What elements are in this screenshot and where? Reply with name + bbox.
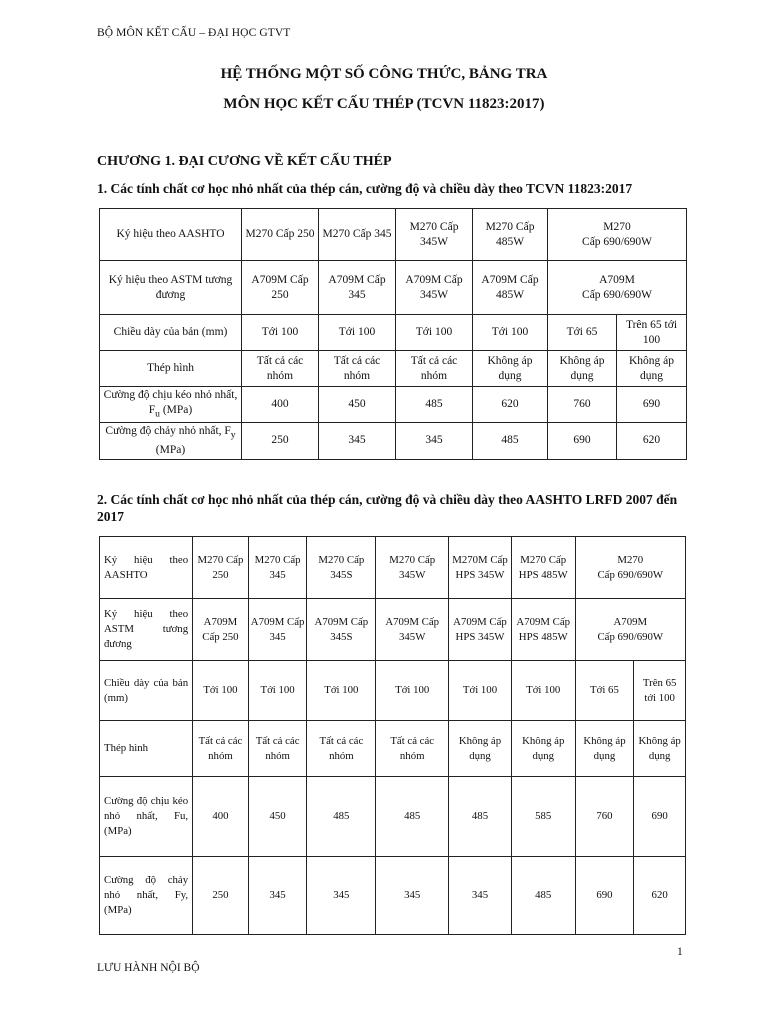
- table-cell: Không áp dụng: [449, 721, 512, 777]
- table-cell: Tới 100: [319, 315, 396, 351]
- table-cell: 400: [193, 777, 249, 857]
- table-cell: 485: [376, 777, 449, 857]
- cell-line: M270: [617, 553, 644, 566]
- table-cell: A709M Cấp 345W: [376, 599, 449, 661]
- label-text: Cường độ chảy nhỏ nhất, F: [105, 425, 231, 438]
- row-label-astm: Ký hiệu theo ASTM tương đương: [100, 261, 242, 315]
- table-cell: M270 Cấp 345W: [396, 209, 473, 261]
- table-cell: A709M Cấp 345S: [307, 599, 376, 661]
- table-cell: A709M Cấp 345: [319, 261, 396, 315]
- cell-line: Cấp 690/690W: [597, 630, 664, 643]
- table-cell: M270 Cấp 345W: [376, 537, 449, 599]
- row-label-aashto: Ký hiệu theo AASHTO: [100, 209, 242, 261]
- table-row: [100, 423, 687, 459]
- table-cell: 760: [548, 387, 617, 423]
- table-cell: [548, 261, 687, 315]
- cell-line: Cấp 690/690W: [597, 568, 664, 581]
- cell-line: A709M: [599, 273, 635, 286]
- row-label-shapes: Thép hình: [100, 351, 242, 387]
- row-label-tensile-strength: Cường độ chịu kéo nhỏ nhất, Fu, (MPa): [100, 777, 193, 857]
- table-cell: Tất cả các nhóm: [319, 351, 396, 387]
- table-cell: 345: [307, 857, 376, 935]
- table-cell: Tới 100: [242, 315, 319, 351]
- steel-properties-table-aashto-lrfd: [99, 536, 686, 935]
- table-row: [100, 315, 687, 351]
- table-cell: A709M Cấp HPS 485W: [511, 599, 575, 661]
- table-cell: Không áp dụng: [617, 351, 687, 387]
- table-cell: 760: [575, 777, 634, 857]
- table-cell: 485: [511, 857, 575, 935]
- table-row: [100, 857, 686, 935]
- cell-line: Cấp 690/690W: [582, 235, 652, 248]
- table-row: [100, 537, 686, 599]
- table-row: [100, 777, 686, 857]
- table-cell: 250: [193, 857, 249, 935]
- table-cell: Tới 100: [511, 661, 575, 721]
- chapter-heading: CHƯƠNG 1. ĐẠI CƯƠNG VỀ KẾT CẤU THÉP: [97, 154, 392, 169]
- table-cell: M270 Cấp 485W: [473, 209, 548, 261]
- table-row: [100, 387, 687, 423]
- table-cell: M270 Cấp 345: [319, 209, 396, 261]
- table-cell: M270 Cấp HPS 485W: [511, 537, 575, 599]
- table-row: [100, 599, 686, 661]
- table-cell: Tất cả các nhóm: [242, 351, 319, 387]
- table-cell: [575, 599, 685, 661]
- table-row: [100, 261, 687, 315]
- table-cell: A709M Cấp 485W: [473, 261, 548, 315]
- table-cell: Tới 100: [396, 315, 473, 351]
- table-cell: A709M Cấp 250: [193, 599, 249, 661]
- table-cell: Tới 65: [575, 661, 634, 721]
- table-cell: [548, 209, 687, 261]
- table-cell: Tất cả các nhóm: [307, 721, 376, 777]
- table-cell: 345: [319, 423, 396, 459]
- row-label-yield-strength: [100, 423, 242, 459]
- table-cell: M270M Cấp HPS 345W: [449, 537, 512, 599]
- row-label-astm: Ký hiệu theo ASTM tương đương: [100, 599, 193, 661]
- cell-line: Cấp 690/690W: [582, 288, 652, 301]
- page-header: BỘ MÔN KẾT CẤU – ĐẠI HỌC GTVT: [97, 27, 291, 39]
- table-cell: Không áp dụng: [473, 351, 548, 387]
- label-text: Cường độ chịu kéo nhỏ nhất, F: [103, 389, 238, 416]
- table-cell: Tất cả các nhóm: [193, 721, 249, 777]
- table-cell: 450: [319, 387, 396, 423]
- table-cell: Tới 100: [473, 315, 548, 351]
- table-cell: Tất cả các nhóm: [248, 721, 307, 777]
- table-cell: 620: [617, 423, 687, 459]
- table-cell: Tới 65: [548, 315, 617, 351]
- document-title-line1: HỆ THỐNG MỘT SỐ CÔNG THỨC, BẢNG TRA: [220, 66, 548, 82]
- row-label-aashto: Ký hiệu theo AASHTO: [100, 537, 193, 599]
- table-cell: Trên 65 tới 100: [634, 661, 686, 721]
- table-cell: A709M Cấp HPS 345W: [449, 599, 512, 661]
- row-label-thickness: Chiều dày của bản (mm): [100, 315, 242, 351]
- table-cell: Tới 100: [248, 661, 307, 721]
- table-cell: 345: [449, 857, 512, 935]
- table-cell: Không áp dụng: [634, 721, 686, 777]
- table-row: [100, 351, 687, 387]
- table-cell: Tới 100: [449, 661, 512, 721]
- row-label-thickness: Chiều dày của bản (mm): [100, 661, 193, 721]
- table-cell: Tới 100: [307, 661, 376, 721]
- table-cell: 345: [396, 423, 473, 459]
- table-cell: 345: [248, 857, 307, 935]
- table-cell: Tới 100: [193, 661, 249, 721]
- label-subscript: y: [230, 429, 236, 441]
- table-cell: 485: [307, 777, 376, 857]
- label-unit: (MPa): [155, 443, 186, 456]
- table-cell: M270 Cấp 250: [242, 209, 319, 261]
- label-subscript: u: [155, 408, 160, 420]
- table-row: [100, 209, 687, 261]
- table-cell: 620: [634, 857, 686, 935]
- table-cell: Không áp dụng: [548, 351, 617, 387]
- table-cell: M270 Cấp 345S: [307, 537, 376, 599]
- table-cell: 250: [242, 423, 319, 459]
- table-row: [100, 721, 686, 777]
- table-cell: M270 Cấp 250: [193, 537, 249, 599]
- page-number: 1: [677, 946, 683, 958]
- table-cell: 450: [248, 777, 307, 857]
- table-cell: A709M Cấp 345W: [396, 261, 473, 315]
- table-row: [100, 661, 686, 721]
- table-cell: 485: [473, 423, 548, 459]
- cell-line: A709M: [613, 615, 648, 628]
- cell-line: M270: [603, 220, 631, 233]
- table-cell: 485: [449, 777, 512, 857]
- section2-heading: 2. Các tính chất cơ học nhỏ nhất của thép cán, cường độ và chiều dày theo AASHTO LRFD 2007 đến 2017: [97, 492, 678, 524]
- table-cell: Tất cả các nhóm: [376, 721, 449, 777]
- table-cell: 585: [511, 777, 575, 857]
- table-cell: 690: [634, 777, 686, 857]
- table-cell: A709M Cấp 345: [248, 599, 307, 661]
- table-cell: A709M Cấp 250: [242, 261, 319, 315]
- table-cell: 690: [617, 387, 687, 423]
- table-cell: Tới 100: [376, 661, 449, 721]
- table-cell: 620: [473, 387, 548, 423]
- section1-heading: 1. Các tính chất cơ học nhỏ nhất của thép cán, cường độ và chiều dày theo TCVN 11823:2017: [97, 181, 633, 196]
- label-unit: (MPa): [159, 404, 193, 416]
- table-cell: Không áp dụng: [575, 721, 634, 777]
- table-cell: 690: [575, 857, 634, 935]
- table-cell: M270 Cấp 345: [248, 537, 307, 599]
- row-label-shapes: Thép hình: [100, 721, 193, 777]
- table-cell: Trên 65 tới 100: [617, 315, 687, 351]
- table-cell: 690: [548, 423, 617, 459]
- row-label-tensile-strength: [100, 387, 242, 423]
- table-cell: Không áp dụng: [511, 721, 575, 777]
- row-label-yield-strength: Cường độ chảy nhỏ nhất, Fy, (MPa): [100, 857, 193, 935]
- table-cell: 400: [242, 387, 319, 423]
- table-cell: 345: [376, 857, 449, 935]
- steel-properties-table-tcvn: [99, 208, 687, 460]
- table-cell: 485: [396, 387, 473, 423]
- table-cell: [575, 537, 685, 599]
- table-cell: Tất cả các nhóm: [396, 351, 473, 387]
- page-footer: LƯU HÀNH NỘI BỘ: [97, 962, 200, 974]
- document-title-line2: MÔN HỌC KẾT CẤU THÉP (TCVN 11823:2017): [223, 96, 545, 112]
